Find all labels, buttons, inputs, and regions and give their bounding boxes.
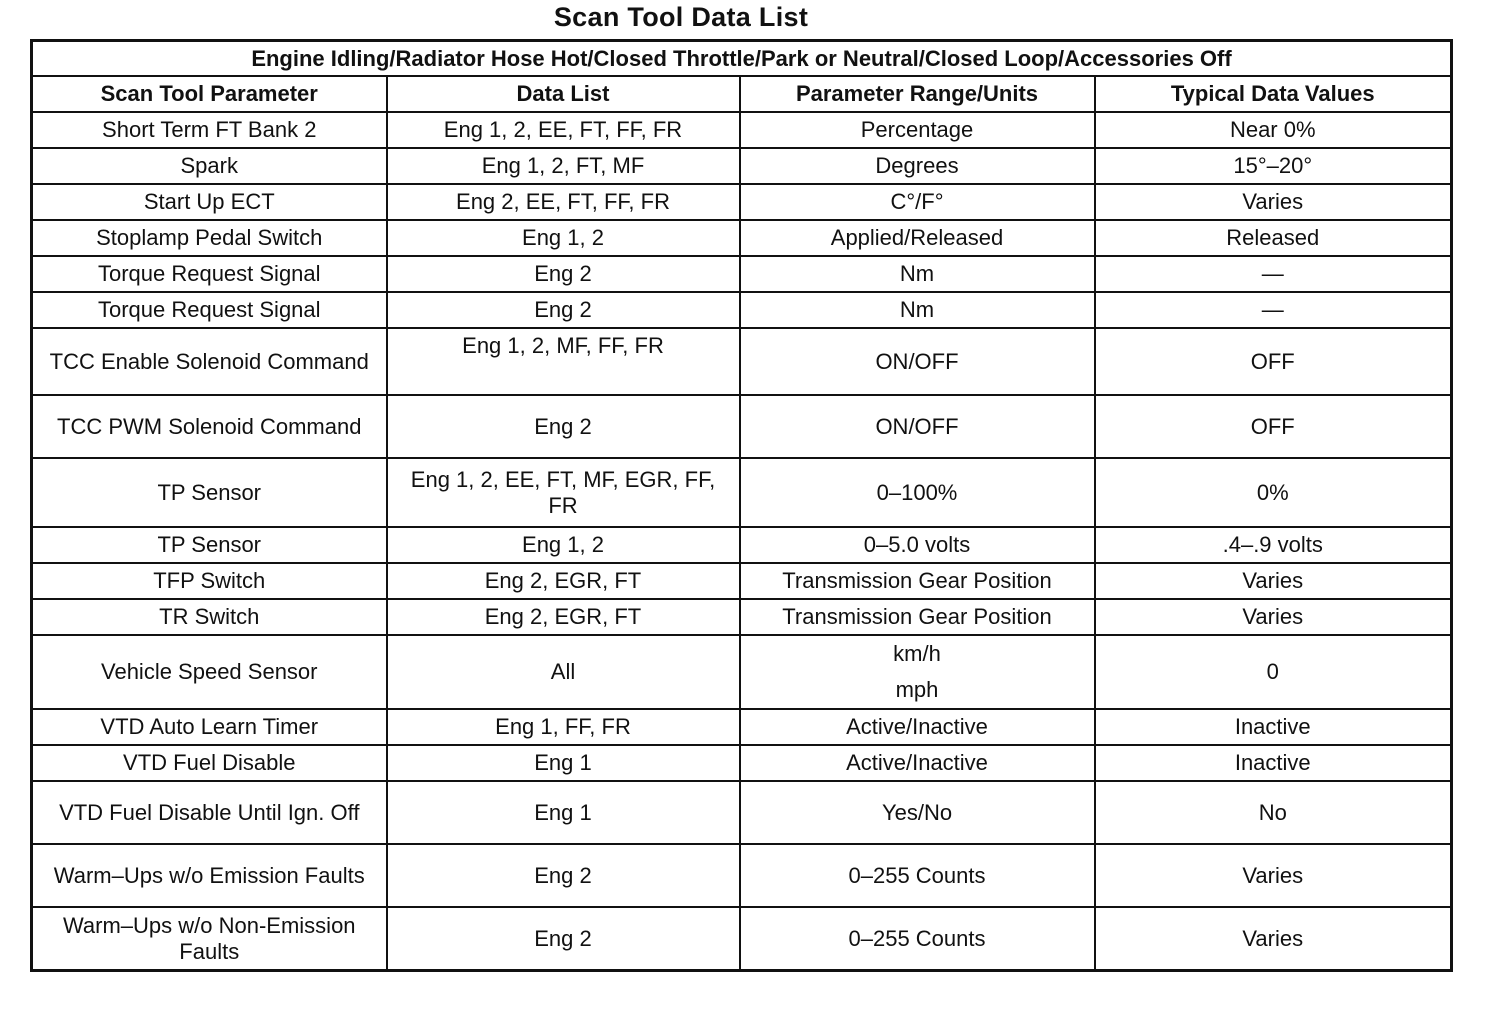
cell-typical: Near 0% (1095, 112, 1452, 148)
cell-parameter: TP Sensor (32, 458, 387, 527)
cell-range: C°/F° (740, 184, 1095, 220)
cell-data-list: Eng 2, EGR, FT (387, 599, 740, 635)
cell-typical: Inactive (1095, 709, 1452, 745)
cell-data-list: Eng 1, FF, FR (387, 709, 740, 745)
cell-parameter: Torque Request Signal (32, 256, 387, 292)
column-header-data-list: Data List (387, 76, 740, 112)
cell-data-list: Eng 2 (387, 907, 740, 971)
cell-range: Degrees (740, 148, 1095, 184)
table-row (32, 112, 1452, 148)
cell-typical: Varies (1095, 599, 1452, 635)
cell-data-list: Eng 2, EE, FT, FF, FR (387, 184, 740, 220)
cell-range: Transmission Gear Position (740, 599, 1095, 635)
cell-range (740, 635, 1095, 709)
cell-parameter: Torque Request Signal (32, 292, 387, 328)
cell-typical: OFF (1095, 328, 1452, 395)
cell-parameter: TFP Switch (32, 563, 387, 599)
cell-typical: 0 (1095, 635, 1452, 709)
column-header-typical-values: Typical Data Values (1095, 76, 1452, 112)
cell-data-list: Eng 2 (387, 844, 740, 907)
cell-typical: 15°–20° (1095, 148, 1452, 184)
cell-data-list: Eng 1, 2, EE, FT, FF, FR (387, 112, 740, 148)
cell-typical: No (1095, 781, 1452, 844)
cell-parameter: Warm–Ups w/o Emission Faults (32, 844, 387, 907)
cell-range: Nm (740, 292, 1095, 328)
cell-parameter: Short Term FT Bank 2 (32, 112, 387, 148)
cell-data-list: Eng 2 (387, 292, 740, 328)
table-row (32, 256, 1452, 292)
cell-data-list: Eng 1, 2, MF, FF, FR (387, 328, 740, 395)
cell-typical: OFF (1095, 395, 1452, 458)
table-row (32, 184, 1452, 220)
cell-typical: Varies (1095, 844, 1452, 907)
cell-typical: 0% (1095, 458, 1452, 527)
page-title: Scan Tool Data List (553, 2, 809, 32)
conditions-header: Engine Idling/Radiator Hose Hot/Closed Throttle/Park or Neutral/Closed Loop/Accessories Off (32, 41, 1452, 77)
cell-range: 0–255 Counts (740, 844, 1095, 907)
cell-range: 0–5.0 volts (740, 527, 1095, 563)
cell-data-list: Eng 1, 2 (387, 220, 740, 256)
cell-typical: .4–.9 volts (1095, 527, 1452, 563)
cell-typical: Released (1095, 220, 1452, 256)
table-row (32, 907, 1452, 971)
cell-data-list: Eng 1, 2, FT, MF (387, 148, 740, 184)
table-row (32, 527, 1452, 563)
table-row (32, 292, 1452, 328)
range-line: mph (895, 677, 939, 702)
table-row (32, 563, 1452, 599)
cell-parameter: TCC Enable Solenoid Command (32, 328, 387, 395)
cell-parameter: TP Sensor (32, 527, 387, 563)
cell-data-list: Eng 2 (387, 395, 740, 458)
cell-parameter: VTD Auto Learn Timer (32, 709, 387, 745)
cell-range: Nm (740, 256, 1095, 292)
cell-parameter: VTD Fuel Disable (32, 745, 387, 781)
cell-typical: Varies (1095, 563, 1452, 599)
cell-data-list: All (387, 635, 740, 709)
cell-parameter: Spark (32, 148, 387, 184)
cell-typical: Varies (1095, 907, 1452, 971)
table-row (32, 220, 1452, 256)
cell-parameter: VTD Fuel Disable Until Ign. Off (32, 781, 387, 844)
table-row (32, 844, 1452, 907)
cell-range: Percentage (740, 112, 1095, 148)
cell-data-list: Eng 1 (387, 781, 740, 844)
cell-range: Active/Inactive (740, 745, 1095, 781)
table-row (32, 148, 1452, 184)
cell-range: ON/OFF (740, 395, 1095, 458)
table-row (32, 781, 1452, 844)
cell-typical: — (1095, 256, 1452, 292)
cell-data-list: Eng 1 (387, 745, 740, 781)
cell-typical: — (1095, 292, 1452, 328)
cell-parameter: Vehicle Speed Sensor (32, 635, 387, 709)
table-row (32, 635, 1452, 709)
column-header-range-units: Parameter Range/Units (740, 76, 1095, 112)
table-row (32, 458, 1452, 527)
range-line: km/h (893, 641, 941, 666)
cell-parameter: Start Up ECT (32, 184, 387, 220)
table-row (32, 599, 1452, 635)
scan-tool-data-table (30, 39, 1453, 972)
cell-range: 0–255 Counts (740, 907, 1095, 971)
table-row (32, 745, 1452, 781)
column-header-row (32, 76, 1452, 112)
table-row (32, 328, 1452, 395)
cell-parameter: TCC PWM Solenoid Command (32, 395, 387, 458)
cell-range: Yes/No (740, 781, 1095, 844)
cell-range: Active/Inactive (740, 709, 1095, 745)
cell-range: 0–100% (740, 458, 1095, 527)
cell-data-list: Eng 1, 2, EE, FT, MF, EGR, FF, FR (387, 458, 740, 527)
cell-range: ON/OFF (740, 328, 1095, 395)
cell-data-list: Eng 2, EGR, FT (387, 563, 740, 599)
column-header-parameter: Scan Tool Parameter (32, 76, 387, 112)
cell-data-list: Eng 2 (387, 256, 740, 292)
cell-range: Applied/Released (740, 220, 1095, 256)
conditions-row (32, 41, 1452, 77)
cell-data-list: Eng 1, 2 (387, 527, 740, 563)
cell-parameter: Stoplamp Pedal Switch (32, 220, 387, 256)
cell-typical: Inactive (1095, 745, 1452, 781)
table-row (32, 395, 1452, 458)
cell-parameter: Warm–Ups w/o Non-Emission Faults (32, 907, 387, 971)
table-row (32, 709, 1452, 745)
cell-parameter: TR Switch (32, 599, 387, 635)
cell-range: Transmission Gear Position (740, 563, 1095, 599)
cell-typical: Varies (1095, 184, 1452, 220)
